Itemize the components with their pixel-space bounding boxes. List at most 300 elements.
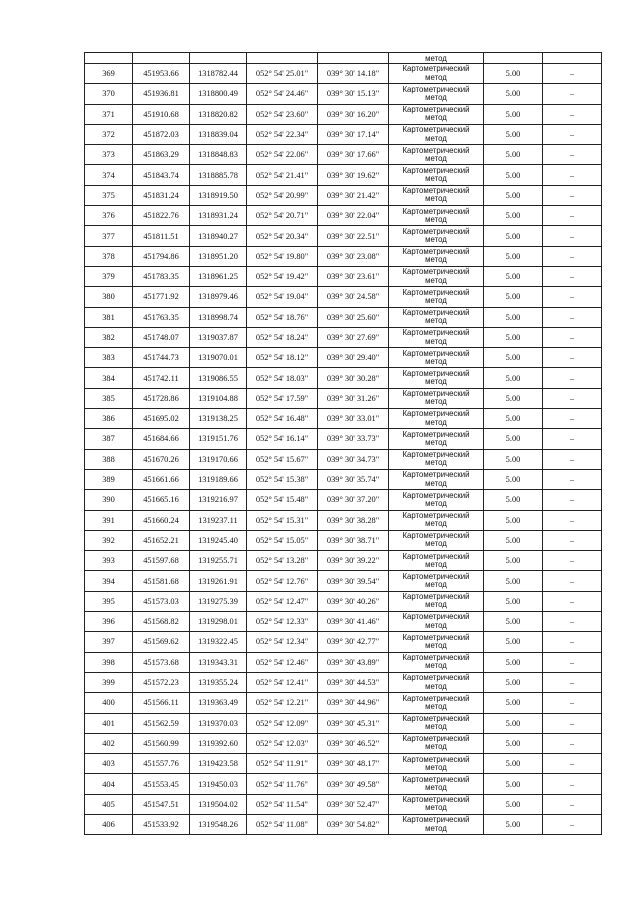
method-line-2: метод: [425, 194, 447, 204]
cell-method: [389, 551, 484, 571]
cell-x: 451573.03: [133, 591, 190, 611]
cell-method: [389, 672, 484, 692]
cell-y: 1318931.24: [190, 206, 247, 226]
cell-point-number: 405: [85, 794, 133, 814]
cell-longitude: 039° 30' 15.13": [318, 84, 389, 104]
cell-accuracy: 5.00: [484, 388, 543, 408]
cell-latitude: 052° 54' 16.48": [247, 409, 318, 429]
cell-accuracy: 5.00: [484, 185, 543, 205]
table-body: [85, 53, 602, 835]
table-row: [85, 693, 602, 713]
cell-method: [389, 124, 484, 144]
cell-note: –: [543, 591, 602, 611]
cell-longitude: 039° 30' 25.60": [318, 307, 389, 327]
cell-latitude: 052° 54' 20.34": [247, 226, 318, 246]
cell-y: 1318848.83: [190, 145, 247, 165]
cell-method: [389, 591, 484, 611]
cell-accuracy: 5.00: [484, 246, 543, 266]
cell-x: 451936.81: [133, 84, 190, 104]
method-line-1: Картометрический: [402, 247, 470, 257]
cell-longitude: 039° 30' 43.89": [318, 652, 389, 672]
method-line-1: Картометрический: [402, 774, 470, 784]
cell-x: 451581.68: [133, 571, 190, 591]
cell-method: [389, 652, 484, 672]
cell-latitude: 052° 54' 17.59": [247, 388, 318, 408]
cell-y: 1318919.50: [190, 185, 247, 205]
cell-point-number: 401: [85, 713, 133, 733]
table-row: [85, 246, 602, 266]
table-row: [85, 591, 602, 611]
cell-x: 451573.68: [133, 652, 190, 672]
cell-note: –: [543, 693, 602, 713]
cell-latitude: 052° 54' 15.67": [247, 449, 318, 469]
cell-accuracy: 5.00: [484, 571, 543, 591]
table-row: [85, 104, 602, 124]
continued-row: [85, 53, 602, 64]
cell-method: [389, 571, 484, 591]
cell-method: [389, 348, 484, 368]
cell-longitude: 039° 30' 48.17": [318, 754, 389, 774]
cell-y: 1318951.20: [190, 246, 247, 266]
cell-empty: [484, 53, 543, 64]
cell-method: [389, 368, 484, 388]
method-line-1: Картометрический: [402, 165, 470, 175]
cell-point-number: 371: [85, 104, 133, 124]
cell-x: 451665.16: [133, 490, 190, 510]
cell-x: 451566.11: [133, 693, 190, 713]
cell-latitude: 052° 54' 12.33": [247, 612, 318, 632]
cell-longitude: 039° 30' 30.28": [318, 368, 389, 388]
cell-empty: [543, 53, 602, 64]
table-row: [85, 226, 602, 246]
cell-y: 1319255.71: [190, 551, 247, 571]
cell-empty: [318, 53, 389, 64]
cell-method: [389, 469, 484, 489]
cell-y: 1319261.91: [190, 571, 247, 591]
table-row: [85, 774, 602, 794]
cell-longitude: 039° 30' 49.58": [318, 774, 389, 794]
cell-point-number: 377: [85, 226, 133, 246]
cell-method: [389, 84, 484, 104]
cell-accuracy: 5.00: [484, 551, 543, 571]
cell-point-number: 387: [85, 429, 133, 449]
table-row: [85, 287, 602, 307]
cell-longitude: 039° 30' 52.47": [318, 794, 389, 814]
cell-point-number: 397: [85, 632, 133, 652]
method-line-1: Картометрический: [402, 348, 470, 358]
cell-method: [389, 266, 484, 286]
cell-accuracy: 5.00: [484, 348, 543, 368]
method-line-2: метод: [425, 417, 447, 427]
cell-x: 451597.68: [133, 551, 190, 571]
cell-longitude: 039° 30' 37.20": [318, 490, 389, 510]
cell-accuracy: 5.00: [484, 591, 543, 611]
cell-note: –: [543, 307, 602, 327]
cell-accuracy: 5.00: [484, 266, 543, 286]
cell-latitude: 052° 54' 12.34": [247, 632, 318, 652]
cell-point-number: 382: [85, 327, 133, 347]
cell-point-number: 372: [85, 124, 133, 144]
table-row: [85, 145, 602, 165]
cell-x: 451794.86: [133, 246, 190, 266]
cell-method: [389, 449, 484, 469]
cell-latitude: 052° 54' 20.71": [247, 206, 318, 226]
cell-x: 451684.66: [133, 429, 190, 449]
cell-method: [389, 165, 484, 185]
cell-x: 451771.92: [133, 287, 190, 307]
cell-empty: [133, 53, 190, 64]
cell-y: 1319104.88: [190, 388, 247, 408]
cell-accuracy: 5.00: [484, 104, 543, 124]
cell-note: –: [543, 409, 602, 429]
cell-longitude: 039° 30' 22.04": [318, 206, 389, 226]
table-row: [85, 327, 602, 347]
method-line-1: Картометрический: [402, 551, 470, 561]
cell-point-number: 391: [85, 510, 133, 530]
cell-accuracy: 5.00: [484, 510, 543, 530]
table-row: [85, 348, 602, 368]
method-line-2: метод: [425, 519, 447, 529]
cell-y: 1319275.39: [190, 591, 247, 611]
cell-y: 1318800.49: [190, 84, 247, 104]
method-line-1: Картометрический: [402, 105, 470, 115]
cell-accuracy: 5.00: [484, 632, 543, 652]
cell-point-number: 380: [85, 287, 133, 307]
cell-note: –: [543, 754, 602, 774]
cell-x: 451910.68: [133, 104, 190, 124]
method-line-1: Картометрический: [402, 490, 470, 500]
cell-point-number: 390: [85, 490, 133, 510]
method-line-2: метод: [425, 762, 447, 772]
cell-note: –: [543, 246, 602, 266]
method-line-2: метод: [425, 803, 447, 813]
method-line-2: метод: [425, 498, 447, 508]
cell-x: 451822.76: [133, 206, 190, 226]
cell-x: 451547.51: [133, 794, 190, 814]
cell-point-number: 383: [85, 348, 133, 368]
cell-accuracy: 5.00: [484, 754, 543, 774]
cell-accuracy: 5.00: [484, 409, 543, 429]
method-line-2: метод: [425, 316, 447, 326]
table-row: [85, 733, 602, 753]
cell-latitude: 052° 54' 20.99": [247, 185, 318, 205]
cell-point-number: 373: [85, 145, 133, 165]
method-line-2: метод: [425, 640, 447, 650]
cell-note: –: [543, 165, 602, 185]
cell-method: [389, 530, 484, 550]
cell-x: 451953.66: [133, 64, 190, 84]
cell-latitude: 052° 54' 18.12": [247, 348, 318, 368]
cell-longitude: 039° 30' 14.18": [318, 64, 389, 84]
cell-method: [389, 226, 484, 246]
cell-y: 1319037.87: [190, 327, 247, 347]
cell-accuracy: 5.00: [484, 124, 543, 144]
method-line-1: Картометрический: [402, 734, 470, 744]
cell-y: 1318885.78: [190, 165, 247, 185]
cell-latitude: 052° 54' 19.04": [247, 287, 318, 307]
cell-longitude: 039° 30' 21.42": [318, 185, 389, 205]
cell-method: [389, 632, 484, 652]
table-row: [85, 266, 602, 286]
method-line-2: метод: [425, 336, 447, 346]
cell-method: [389, 713, 484, 733]
cell-longitude: 039° 30' 34.73": [318, 449, 389, 469]
cell-point-number: 370: [85, 84, 133, 104]
cell-point-number: 389: [85, 469, 133, 489]
cell-method: [389, 246, 484, 266]
cell-x: 451557.76: [133, 754, 190, 774]
cell-point-number: 378: [85, 246, 133, 266]
cell-accuracy: 5.00: [484, 469, 543, 489]
cell-longitude: 039° 30' 44.53": [318, 672, 389, 692]
cell-point-number: 369: [85, 64, 133, 84]
cell-note: –: [543, 612, 602, 632]
cell-accuracy: 5.00: [484, 64, 543, 84]
cell-longitude: 039° 30' 44.96": [318, 693, 389, 713]
cell-x: 451811.51: [133, 226, 190, 246]
cell-note: –: [543, 652, 602, 672]
cell-y: 1319086.55: [190, 368, 247, 388]
cell-note: –: [543, 185, 602, 205]
cell-longitude: 039° 30' 54.82": [318, 814, 389, 834]
method-line-1: Картометрический: [402, 713, 470, 723]
cell-method: [389, 754, 484, 774]
method-line-2: метод: [425, 133, 447, 143]
cell-latitude: 052° 54' 12.03": [247, 733, 318, 753]
method-line-1: Картометрический: [402, 592, 470, 602]
cell-x: 451660.24: [133, 510, 190, 530]
cell-method: [389, 693, 484, 713]
method-line-2: метод: [425, 153, 447, 163]
cell-y: 1318940.27: [190, 226, 247, 246]
cell-longitude: 039° 30' 38.28": [318, 510, 389, 530]
cell-x: 451533.92: [133, 814, 190, 834]
cell-y: 1319170.66: [190, 449, 247, 469]
cell-x: 451572.23: [133, 672, 190, 692]
cell-latitude: 052° 54' 11.08": [247, 814, 318, 834]
cell-longitude: 039° 30' 31.26": [318, 388, 389, 408]
cell-latitude: 052° 54' 15.38": [247, 469, 318, 489]
cell-longitude: 039° 30' 23.61": [318, 266, 389, 286]
cell-y: 1318998.74: [190, 307, 247, 327]
cell-latitude: 052° 54' 15.31": [247, 510, 318, 530]
cell-note: –: [543, 571, 602, 591]
cell-note: –: [543, 348, 602, 368]
table-row: [85, 429, 602, 449]
table-row: [85, 551, 602, 571]
cell-y: 1319363.49: [190, 693, 247, 713]
method-line-2: метод: [425, 620, 447, 630]
method-line-2: метод: [425, 722, 447, 732]
table-row: [85, 206, 602, 226]
cell-latitude: 052° 54' 22.34": [247, 124, 318, 144]
method-line-2: метод: [425, 458, 447, 468]
cell-note: –: [543, 84, 602, 104]
method-line-2: метод: [425, 92, 447, 102]
cell-latitude: 052° 54' 12.21": [247, 693, 318, 713]
cell-y: 1319216.97: [190, 490, 247, 510]
cell-longitude: 039° 30' 38.71": [318, 530, 389, 550]
cell-method-tail: метод: [389, 53, 484, 64]
cell-x: 451553.45: [133, 774, 190, 794]
cell-point-number: 398: [85, 652, 133, 672]
method-line-1: Картометрический: [402, 653, 470, 663]
cell-y: 1319138.25: [190, 409, 247, 429]
method-line-2: метод: [425, 600, 447, 610]
cell-point-number: 375: [85, 185, 133, 205]
cell-point-number: 402: [85, 733, 133, 753]
cell-accuracy: 5.00: [484, 713, 543, 733]
method-line-2: метод: [425, 701, 447, 711]
method-line-1: Картометрический: [402, 206, 470, 216]
method-line-1: Картометрический: [402, 125, 470, 135]
cell-y: 1319392.60: [190, 733, 247, 753]
method-line-1: Картометрический: [402, 308, 470, 317]
cell-accuracy: 5.00: [484, 693, 543, 713]
cell-x: 451843.74: [133, 165, 190, 185]
cell-method: [389, 733, 484, 753]
cell-x: 451670.26: [133, 449, 190, 469]
cell-method: [389, 388, 484, 408]
cell-x: 451652.21: [133, 530, 190, 550]
cell-y: 1319298.01: [190, 612, 247, 632]
table-row: [85, 165, 602, 185]
table-row: [85, 754, 602, 774]
method-line-2: метод: [425, 397, 447, 407]
cell-point-number: 379: [85, 266, 133, 286]
method-line-2: метод: [425, 214, 447, 224]
cell-note: –: [543, 794, 602, 814]
cell-y: 1318979.46: [190, 287, 247, 307]
cell-note: –: [543, 632, 602, 652]
cell-note: –: [543, 124, 602, 144]
method-line-2: метод: [425, 661, 447, 671]
cell-method: [389, 814, 484, 834]
cell-method: [389, 612, 484, 632]
cell-point-number: 392: [85, 530, 133, 550]
cell-accuracy: 5.00: [484, 429, 543, 449]
cell-note: –: [543, 490, 602, 510]
table-row: [85, 388, 602, 408]
cell-longitude: 039° 30' 16.20": [318, 104, 389, 124]
cell-accuracy: 5.00: [484, 794, 543, 814]
method-line-1: Картометрический: [402, 450, 470, 460]
cell-latitude: 052° 54' 11.54": [247, 794, 318, 814]
cell-method: [389, 185, 484, 205]
method-line-2: метод: [425, 275, 447, 285]
cell-latitude: 052° 54' 23.60": [247, 104, 318, 124]
table-row: [85, 713, 602, 733]
cell-method: [389, 206, 484, 226]
cell-point-number: 404: [85, 774, 133, 794]
method-line-2: метод: [425, 235, 447, 245]
method-line-1: Картометрический: [402, 287, 470, 297]
cell-y: 1318839.04: [190, 124, 247, 144]
method-line-1: Картометрический: [402, 754, 470, 764]
cell-latitude: 052° 54' 12.41": [247, 672, 318, 692]
cell-point-number: 384: [85, 368, 133, 388]
cell-point-number: 374: [85, 165, 133, 185]
table-row: [85, 814, 602, 834]
method-line-1: Картометрический: [402, 470, 470, 480]
coordinates-table: [84, 52, 602, 835]
method-line-1: Картометрический: [402, 84, 470, 94]
method-line-1: Картометрический: [402, 389, 470, 399]
cell-method: [389, 429, 484, 449]
cell-latitude: 052° 54' 13.28": [247, 551, 318, 571]
method-line-2: метод: [425, 783, 447, 793]
method-line-1: Картометрический: [402, 186, 470, 196]
table-row: [85, 530, 602, 550]
method-line-1: Картометрический: [402, 815, 470, 825]
cell-note: –: [543, 510, 602, 530]
table-row: [85, 571, 602, 591]
cell-longitude: 039° 30' 35.74": [318, 469, 389, 489]
cell-point-number: 400: [85, 693, 133, 713]
cell-latitude: 052° 54' 19.42": [247, 266, 318, 286]
cell-method: [389, 287, 484, 307]
cell-note: –: [543, 206, 602, 226]
cell-note: –: [543, 368, 602, 388]
table-row: [85, 307, 602, 327]
method-line-2: метод: [425, 580, 447, 590]
method-line-1: Картометрический: [402, 226, 470, 236]
method-line-2: метод: [425, 356, 447, 366]
cell-y: 1319504.02: [190, 794, 247, 814]
cell-point-number: 376: [85, 206, 133, 226]
cell-longitude: 039° 30' 19.62": [318, 165, 389, 185]
cell-accuracy: 5.00: [484, 287, 543, 307]
cell-point-number: 393: [85, 551, 133, 571]
cell-accuracy: 5.00: [484, 449, 543, 469]
method-line-2: метод: [425, 681, 447, 691]
cell-x: 451562.59: [133, 713, 190, 733]
cell-point-number: 396: [85, 612, 133, 632]
cell-longitude: 039° 30' 23.08": [318, 246, 389, 266]
table-row: [85, 368, 602, 388]
cell-y: 1319322.45: [190, 632, 247, 652]
cell-accuracy: 5.00: [484, 774, 543, 794]
method-line-2: метод: [425, 377, 447, 387]
cell-accuracy: 5.00: [484, 733, 543, 753]
cell-y: 1319151.76: [190, 429, 247, 449]
cell-empty: [190, 53, 247, 64]
cell-x: 451569.62: [133, 632, 190, 652]
cell-note: –: [543, 64, 602, 84]
cell-latitude: 052° 54' 18.76": [247, 307, 318, 327]
table-row: [85, 632, 602, 652]
cell-latitude: 052° 54' 12.46": [247, 652, 318, 672]
cell-x: 451763.35: [133, 307, 190, 327]
cell-method: [389, 145, 484, 165]
cell-method: [389, 104, 484, 124]
table-row: [85, 449, 602, 469]
cell-empty: [247, 53, 318, 64]
cell-longitude: 039° 30' 17.66": [318, 145, 389, 165]
cell-note: –: [543, 388, 602, 408]
cell-note: –: [543, 429, 602, 449]
method-line-1: Картометрический: [402, 693, 470, 703]
cell-point-number: 406: [85, 814, 133, 834]
method-line-2: метод: [425, 174, 447, 184]
cell-y: 1319355.24: [190, 672, 247, 692]
cell-x: 451783.35: [133, 266, 190, 286]
cell-note: –: [543, 672, 602, 692]
cell-point-number: 403: [85, 754, 133, 774]
cell-longitude: 039° 30' 22.51": [318, 226, 389, 246]
method-line-2: метод: [425, 478, 447, 488]
table-row: [85, 469, 602, 489]
